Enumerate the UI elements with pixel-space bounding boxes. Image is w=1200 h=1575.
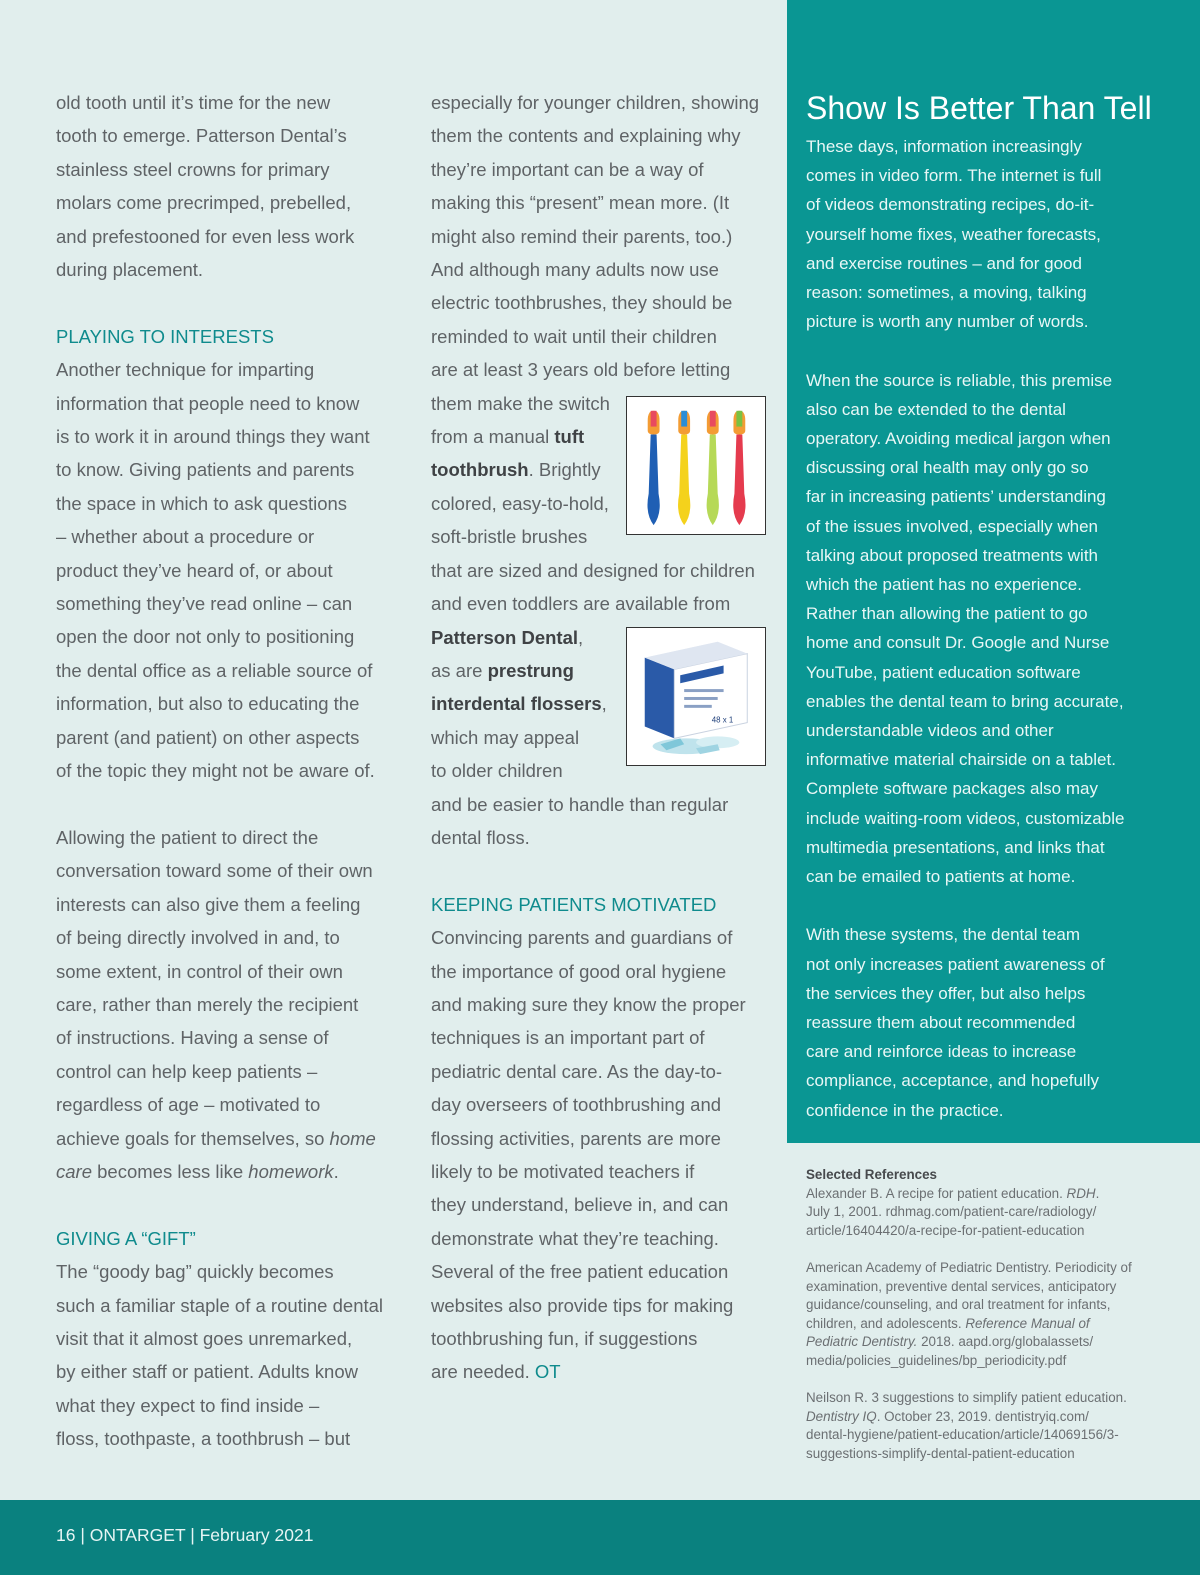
text-line: talking about proposed treatments with bbox=[806, 545, 1099, 565]
text-line: information, but also to educating the bbox=[56, 693, 360, 715]
text-line: such a familiar staple of a routine dental bbox=[56, 1294, 384, 1316]
text-line: The “goody bag” quickly becomes bbox=[56, 1261, 334, 1283]
flossers-box-image bbox=[626, 627, 766, 766]
text-line: discussing oral health may only go so bbox=[806, 458, 1089, 478]
text-line: something they’ve read online – can bbox=[56, 593, 353, 615]
text-line: especially for younger children, showing bbox=[431, 92, 760, 113]
toothbrushes-image bbox=[626, 396, 766, 535]
text-line: of instructions. Having a sense of bbox=[56, 1027, 329, 1049]
text-line: websites also provide tips for making bbox=[431, 1294, 734, 1316]
text-line: techniques is an important part of bbox=[431, 1027, 705, 1049]
text-line: might also remind their parents, too.) bbox=[431, 225, 733, 247]
sidebar-paragraph-1 bbox=[806, 132, 1186, 336]
text-line: toothbrushing fun, if suggestions bbox=[431, 1328, 698, 1350]
reference-1: Alexander B. A recipe for patient education. RDH. July 1, 2001. rdhmag.com/patient-care/radiology/ article/16404420/a-recipe-for-patient-education bbox=[806, 1185, 1166, 1241]
text-line: them make the switch bbox=[431, 392, 610, 414]
text-line: is to work it in around things they want bbox=[56, 426, 370, 448]
text-line: open the door not only to positioning bbox=[56, 626, 355, 648]
motivated-paragraph: Convincing parents and guardians of the importance of good oral hygiene and making sure they know the proper techniques is an important part of pediatric dental care. As the day-to- day overseers of toothbrushing and flossing activities, parents are more likely to be motivated teachers if they understand, believe in, and can demonstrate what they’re teaching. Several of the free patient education websites also provide tips for making toothbrushing fun, if suggestions are needed. OT bbox=[431, 921, 776, 1389]
reference-3: Neilson R. 3 suggestions to simplify patient education. Dentistry IQ. October 23, 2019. dentistryiq.com/ dental-hygiene/patient-education/article/14069156/3- suggestions-simplify-dental-patient-education bbox=[806, 1389, 1166, 1463]
text-line: not only increases patient awareness of bbox=[806, 954, 1105, 974]
brand-patterson-dental: Patterson Dental bbox=[431, 626, 579, 648]
interests-paragraph bbox=[56, 353, 401, 787]
text-line: yourself home fixes, weather forecasts, bbox=[806, 224, 1101, 244]
text-line: informative material chairside on a tablet. bbox=[806, 750, 1116, 770]
text-line: of videos demonstrating recipes, do-it- bbox=[806, 195, 1095, 215]
text-line: likely to be motivated teachers if bbox=[431, 1160, 695, 1182]
product-link-tuft-toothbrush: tuft bbox=[554, 426, 585, 448]
text-line: what they expect to find inside – bbox=[56, 1394, 320, 1416]
text-line: are at least 3 years old before letting bbox=[431, 359, 731, 381]
text-line: picture is worth any number of words. bbox=[806, 312, 1089, 332]
text-line: floss, toothpaste, a toothbrush – but bbox=[56, 1428, 351, 1450]
direct-conversation-paragraph: Allowing the patient to direct the conversation toward some of their own interests can also give them a feeling of being directly involved in and, to some extent, in control of their own care, rather than merely the recipient of instructions. Having a sense of control can help keep patients – regardless of age – motivated to achieve goals for themselves, so home care becomes less like homework. bbox=[56, 821, 401, 1188]
text-line: YouTube, patient education software bbox=[806, 662, 1081, 682]
present-paragraph: especially for younger children, showing them the contents and explaining why they’re important can be a way of making this “present” mean more. (It might also remind their parents, too.) And although many adults now use electric toothbrushes, they should be reminded to wait until their children are at least 3 years old before letting them make the switch from a manual tuft toothbrush. Brightly colored, easy-to-hold, soft-bristle brushes that are sized and designed for children and even toddlers are available from Patterson Dental, as are prestrung interdental flossers, which may appeal to older children and be easier to handle than regular dental floss. bbox=[431, 86, 776, 854]
text-line: also can be extended to the dental bbox=[806, 399, 1066, 419]
text-line: and prefestooned for even less work bbox=[56, 225, 355, 247]
text-line: can be emailed to patients at home. bbox=[806, 867, 1076, 887]
text-line: demonstrate what they’re teaching. bbox=[431, 1227, 719, 1249]
text-line: include waiting-room videos, customizable bbox=[806, 808, 1125, 828]
product-prestrung-flossers: prestrung bbox=[487, 659, 574, 681]
text-line: comes in video form. The internet is full bbox=[806, 166, 1102, 186]
text-line: examination, preventive dental services, anticipatory bbox=[806, 1278, 1117, 1294]
text-line: of being directly involved in and, to bbox=[56, 927, 340, 949]
text-line: soft-bristle brushes bbox=[431, 526, 588, 548]
sidebar-paragraph-2 bbox=[806, 366, 1186, 892]
sidebar-show-is-better-than-tell bbox=[787, 0, 1200, 1143]
text-line: which the patient has no experience. bbox=[806, 575, 1082, 595]
text-line: stainless steel crowns for primary bbox=[56, 158, 330, 180]
heading-giving-a-gift: GIVING A “GIFT” bbox=[56, 1227, 196, 1249]
text-line: they’re important can be a way of bbox=[431, 158, 704, 180]
text-line: reason: sometimes, a moving, talking bbox=[806, 283, 1087, 303]
text-line: article/16404420/a-recipe-for-patient-education bbox=[806, 1222, 1085, 1238]
text-line: control can help keep patients – bbox=[56, 1060, 318, 1082]
sidebar-title: Show Is Better Than Tell bbox=[806, 90, 1152, 126]
text-line: dental floss. bbox=[431, 826, 530, 848]
text-line: suggestions-simplify-dental-patient-education bbox=[806, 1445, 1075, 1461]
text-line: Rather than allowing the patient to go bbox=[806, 604, 1088, 624]
heading-keeping-patients-motivated: KEEPING PATIENTS MOTIVATED bbox=[431, 893, 717, 915]
article-column-1 bbox=[56, 86, 401, 1456]
page-footer bbox=[0, 1500, 1200, 1575]
text-line: multimedia presentations, and links that bbox=[806, 837, 1105, 857]
text-line: electric toothbrushes, they should be bbox=[431, 292, 733, 314]
text-line: to older children bbox=[431, 760, 563, 782]
text-line: And although many adults now use bbox=[431, 259, 719, 281]
text-line: of the topic they might not be aware of. bbox=[56, 760, 375, 782]
text-line: understandable videos and other bbox=[806, 721, 1054, 741]
text-line: visit that it almost goes unremarked, bbox=[56, 1327, 353, 1349]
text-line: the services they offer, but also helps bbox=[806, 983, 1086, 1003]
text-line: that are sized and designed for children bbox=[431, 559, 755, 581]
intro-paragraph bbox=[56, 86, 401, 286]
text-line: care, rather than merely the recipient bbox=[56, 993, 359, 1015]
text-line: guidance/counseling, and oral treatment for infants, bbox=[806, 1297, 1111, 1313]
folio: 16 | ONTARGET | February 2021 bbox=[56, 1525, 314, 1545]
text-line: during placement. bbox=[56, 259, 204, 281]
text-line: home and consult Dr. Google and Nurse bbox=[806, 633, 1110, 653]
text-line: Allowing the patient to direct the bbox=[56, 826, 319, 848]
text-line: Convincing parents and guardians of bbox=[431, 927, 733, 949]
toothbrushes-illustration bbox=[627, 397, 765, 534]
sidebar-paragraph-3 bbox=[806, 920, 1186, 1124]
text-line: These days, information increasingly bbox=[806, 137, 1082, 156]
text-line: reassure them about recommended bbox=[806, 1013, 1076, 1033]
text-line: interests can also give them a feeling bbox=[56, 893, 361, 915]
text-line: When the source is reliable, this premise bbox=[806, 370, 1113, 390]
text-line: making this “present” mean more. (It bbox=[431, 192, 730, 214]
text-line: pediatric dental care. As the day-to- bbox=[431, 1060, 723, 1082]
selected-references bbox=[806, 1166, 1166, 1464]
flossers-box-label: 48 x 1 bbox=[711, 715, 734, 725]
heading-playing-to-interests: PLAYING TO INTERESTS bbox=[56, 325, 274, 347]
text-line: parent (and patient) on other aspects bbox=[56, 726, 360, 748]
text-line: them the contents and explaining why bbox=[431, 125, 741, 147]
text-line: of the issues involved, especially when bbox=[806, 516, 1098, 536]
text-line: the space in which to ask questions bbox=[56, 492, 348, 514]
text-line: which may appeal bbox=[431, 726, 580, 748]
text-line: product they’ve heard of, or about bbox=[56, 559, 333, 581]
text-line: day overseers of toothbrushing and bbox=[431, 1094, 722, 1116]
gift-paragraph bbox=[56, 1255, 401, 1455]
text-line: they understand, believe in, and can bbox=[431, 1194, 729, 1216]
text-line: the importance of good oral hygiene bbox=[431, 960, 727, 982]
reference-2: American Academy of Pediatric Dentistry. Periodicity of examination, preventive dental services, anticipatory guidance/counseling, and oral treatment for infants, children, and adolescents. Reference Manual of Pediatric Dentistry. 2018. aapd.org/globalassets/ media/policies_guidelines/bp_periodicity.pdf bbox=[806, 1259, 1166, 1371]
text-line: information that people need to know bbox=[56, 392, 360, 414]
text-line: care and reinforce ideas to increase bbox=[806, 1042, 1077, 1062]
text-line: With these systems, the dental team bbox=[806, 925, 1081, 945]
text-line: by either staff or patient. Adults know bbox=[56, 1361, 358, 1383]
text-line: dental-hygiene/patient-education/article/14069156/3- bbox=[806, 1427, 1119, 1443]
end-mark: OT bbox=[534, 1361, 561, 1383]
text-line: the dental office as a reliable source of bbox=[56, 659, 373, 681]
text-line: enables the dental team to bring accurate, bbox=[806, 691, 1124, 711]
flossers-box-illustration bbox=[627, 628, 765, 765]
text-line: American Academy of Pediatric Dentistry. Periodicity of bbox=[806, 1259, 1132, 1275]
text-line: far in increasing patients’ understanding bbox=[806, 487, 1106, 507]
text-line: Another technique for imparting bbox=[56, 359, 315, 381]
text-line: tooth to emerge. Patterson Dental’s bbox=[56, 125, 347, 147]
text-line: some extent, in control of their own bbox=[56, 960, 343, 982]
text-line: and exercise routines – and for good bbox=[806, 253, 1082, 273]
text-line: conversation toward some of their own bbox=[56, 860, 373, 882]
text-line: compliance, acceptance, and hopefully bbox=[806, 1071, 1099, 1091]
text-line: reminded to wait until their children bbox=[431, 325, 717, 347]
text-line: July 1, 2001. rdhmag.com/patient-care/radiology/ bbox=[806, 1204, 1097, 1220]
text-line: Complete software packages also may bbox=[806, 779, 1098, 799]
text-line: molars come precrimped, prebelled, bbox=[56, 192, 352, 214]
references-heading: Selected References bbox=[806, 1167, 938, 1182]
text-line: and making sure they know the proper bbox=[431, 993, 746, 1015]
text-line: colored, easy-to-hold, bbox=[431, 492, 609, 514]
text-line: regardless of age – motivated to bbox=[56, 1094, 321, 1116]
text-line: to know. Giving patients and parents bbox=[56, 459, 355, 481]
text-line: operatory. Avoiding medical jargon when bbox=[806, 429, 1111, 449]
text-line: old tooth until it’s time for the new bbox=[56, 92, 331, 113]
text-line: Several of the free patient education bbox=[431, 1261, 729, 1283]
text-line: and be easier to handle than regular bbox=[431, 793, 729, 815]
text-line: confidence in the practice. bbox=[806, 1100, 1004, 1120]
text-line: and even toddlers are available from bbox=[431, 593, 731, 615]
text-line: – whether about a procedure or bbox=[56, 526, 315, 548]
text-line: flossing activities, parents are more bbox=[431, 1127, 721, 1149]
